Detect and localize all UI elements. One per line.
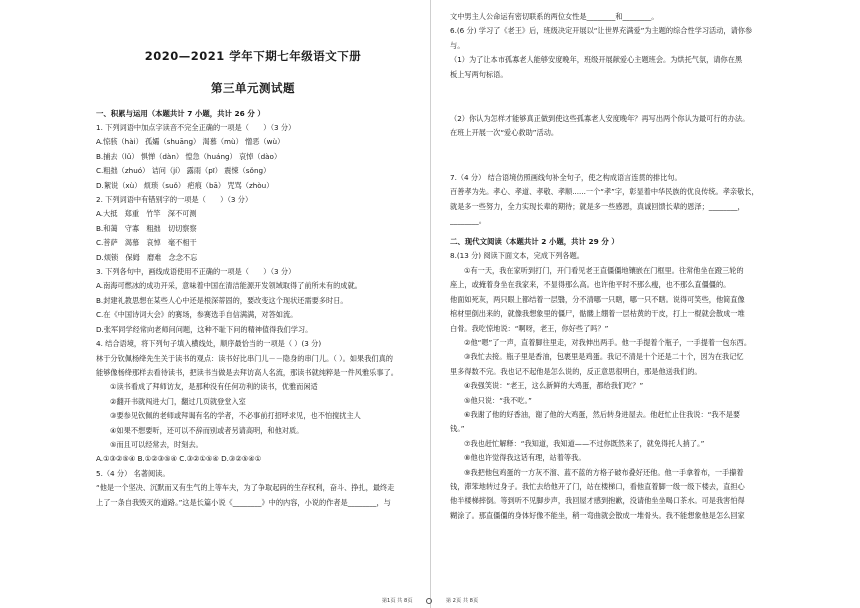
answer-space-2 (450, 141, 836, 171)
left-question-list (96, 121, 410, 510)
passage-line: ⑤他只说：“我不吃。” (464, 395, 532, 405)
question-line: A.①③②⑤④ B.①②③⑤④ C.③②①⑤④ D.③②⑤④① (96, 454, 262, 464)
question-line: 板上写两句标语。 (450, 69, 508, 79)
passage-line: ⑦我也赶忙解释：“我知道，我知道——不过你既然来了，就免得托人捎了。” (464, 438, 705, 448)
question-line: 6.(6 分) 学习了《老王》后，班级决定开展以“让世界充满爱”为主题的综合性学习活动，请你参 (450, 26, 753, 36)
passage-line: 钱，滞笨地转过身子。我忙去给他开了门，站在楼梯口，看他直着脚一级一级下楼去，直担心 (450, 481, 745, 491)
question-line: ③要参见钦佩的老师或拜谒有名的学者，不必事前打招呼求见，也不怕搅扰主人 (110, 411, 361, 421)
question-line: ⑤而且可以经常去，时刻去。 (110, 439, 203, 449)
question-line: 上了一条自我毁灭的道路。”这是长篇小说《________》中的内容，小说的作者是________，与 (96, 497, 391, 507)
circle-icon (426, 598, 432, 604)
passage-line: ①有一天，我在家听到打门，开门看见老王直僵僵地镶嵌在门框里。往常他坐在蹬三轮的 (464, 265, 744, 275)
section-one-heading: 一、积累与运用（本题共计 7 小题，共计 26 分 ） (96, 109, 265, 118)
question-line: B.捕去（lǔ） 惧惮（dàn） 惶急（huáng） 哀悼（dào） (96, 151, 282, 161)
question-line: 4. 结合语境，将下列句子填入横线处，顺序最恰当的一项是（ ）(3 分) (96, 339, 322, 349)
question-line: D.张军同学经常向老师问问题，这种不耻下问的精神值得我们学习。 (96, 324, 313, 334)
left-page-number: 第1页 共 8页 (381, 598, 413, 604)
passage-line: 里多得数不完。我也记不起他是怎么说的，反正意思很明白，那是他送我们的。 (450, 366, 702, 376)
passage-line: ②他“嗯”了一声，直着脚往里走，对我伸出两手。他一手提着个瓶子，一手提着一包东西。 (464, 337, 752, 347)
question-line: ________。 (450, 216, 486, 226)
passage-line: ③我忙去接。瓶子里是香油，包裹里是鸡蛋。我记不清是十个还是二十个，因为在我记忆 (464, 352, 744, 362)
passage-line: ⑧他也许觉得我这话有理，站着等我。 (464, 453, 586, 463)
exam-title: 2020—2021 学年下期七年级语文下册 (144, 49, 362, 63)
question-line: A.大抵 郑重 竹竿 深不可测 (96, 209, 197, 219)
question-line: A.惊骇（hài） 孤孀（shuāng） 渴慕（mù） 憎恶（wù） (96, 137, 285, 147)
question-line: B.和蔼 守寡 粗拙 切切察察 (96, 223, 197, 233)
passage-line: ④我强笑说：“老王，这么新鲜的大鸡蛋，都给我们吃？” (464, 381, 644, 391)
passage-line: 座上，或掩着身坐在我家来，不显得那么高。也许他平时不那么瘦，也不那么直僵僵的。 (450, 280, 731, 290)
question-line: D.烦锁 保姆 磨难 念念不忘 (96, 252, 198, 262)
question-line: 7.（4 分） 结合语境仿照画线句补全句子，使之构成语言连贯的排比句。 (450, 172, 682, 182)
question-line: D.絮说（xù） 烦琐（suǒ） 疤痕（bā） 咒骂（zhòu） (96, 180, 274, 190)
question-6-block (450, 10, 836, 82)
passage-line: 他半楼梯摔倒。等到听不见脚步声，我回屋才感到抱歉，没请他坐坐喝口茶水。可是我害怕得 (450, 496, 745, 506)
passage-line: 8.(13 分) 阅读下面文本，完成下列各题。 (450, 251, 584, 261)
question-line: C.粗拙（zhuó） 诘问（jí） 露雨（pī） 震悚（sǒng） (96, 166, 271, 176)
question-line: 与。 (450, 40, 465, 50)
question-6-part-2 (450, 112, 836, 141)
passage-line: 白骨。我吃惊地说：“啊呀，老王，你好些了吗？” (450, 323, 609, 333)
reading-passage (450, 249, 836, 523)
question-7-block (450, 171, 836, 229)
right-page (430, 0, 860, 608)
passage-line: 棺材里倒出来的，就像我想象里的僵尸，骷髅上绷着一层枯黄的干皮，打上一棍就会散成一堆 (450, 309, 745, 319)
passage-line: 钱。” (450, 424, 465, 434)
question-line: ①读书看成了拜师访友，是那种没有任何功利的读书，优雅而闲适 (110, 382, 318, 392)
section-two-heading: 二、现代文阅读（本题共计 2 小题，共计 29 分 ） (450, 237, 619, 247)
question-line: 5.（4 分） 名著阅读。 (96, 468, 170, 478)
right-page-number: 第 2页 共 8页 (445, 598, 479, 604)
answer-space-1 (450, 82, 836, 112)
unit-title: 第三单元测试题 (211, 81, 295, 95)
passage-line: ⑥我谢了他的好香油，谢了他的大鸡蛋，然后转身进屋去。他赶忙止住我说：“我不是要 (464, 409, 741, 419)
question-line: ②翻开书就闯进大门，翻过几页就登堂入室 (110, 396, 246, 406)
question-line: A.南海可燃冰的成功开采，意味着中国在清洁能源开发领域取得了前所未有的成就。 (96, 281, 362, 291)
question-line: 百善孝为先。孝心、孝道、孝敬、孝顺......一个“孝”字，彰显着中华民族的优良传统。孝亲敬长， (450, 187, 759, 197)
question-line: 文中男主人公命运有密切联系的两位女性是________和________。 (450, 12, 659, 21)
question-line: 能够像杨绛那样去看待读书，把读书当做是去拜访高人名流，那读书就纯粹是一件风雅乐事了。 (96, 367, 398, 377)
question-line: 在班上开展一次“爱心救助”活动。 (450, 128, 559, 138)
passage-line: 糊涂了。那直僵僵的身体好像不能坐，稍一弯曲就会散成一堆骨头。我不能想象他是怎么回家 (450, 510, 745, 520)
question-line: C.在《中国诗词大会》的赛场，参赛选手自信满满，对答如流。 (96, 310, 298, 320)
question-line: （2）你认为怎样才能够真正做到使这些孤寡老人安度晚年？再写出两个你认为最可行的办法。 (450, 114, 750, 124)
passage-line: 他面如死灰，两只眼上都结着一层翳，分不清哪一只瞎，哪一只不瞎。说得可笑些，他简直像 (450, 294, 745, 304)
question-line: （1）为了让本市孤寡老人能够安度晚年，班级开展献爱心主题班会。为烘托气氛，请你在黑 (450, 55, 743, 65)
question-line: B.封建礼教思想在某些人心中还是根深蒂固的，要改变这个现状还需要多时日。 (96, 295, 348, 305)
question-line: ④如果不想要听，还可以不辞而别或者另请高明，和他对质。 (110, 425, 304, 435)
question-line: C.菩萨 渴慕 哀悼 毫不相干 (96, 238, 197, 248)
question-line: 3. 下列各句中，画线成语使用不正确的一项是（ ）（3 分） (96, 267, 296, 277)
page-footer (0, 597, 860, 604)
question-line: 2. 下列词语中有错别字的一项是（ ）（3 分） (96, 195, 253, 205)
passage-line: ⑨我把他包鸡蛋的一方灰不溜、蓝不蓝的方格子破布叠好还他。他一手拿着布，一手攥着 (464, 467, 744, 477)
question-line: 林于分钦佩杨绛先生关于读书的观点：读书好比串门儿－－隐身的串门儿。（ ）。如果我们真的 (96, 353, 393, 363)
question-line: 1. 下列词语中加点字读音不完全正确的一项是（ ）（3 分） (96, 123, 296, 132)
question-line: 就是多一些努力，全力实现长辈的期待；就是多一些感恩，真诚回馈长辈的恩泽；________， (450, 201, 745, 211)
question-line: “他是一个坚决、沉默而又有生气的上等车夫，为了争取起码的生存权利，奋斗、挣扎，最终走 (96, 483, 395, 493)
